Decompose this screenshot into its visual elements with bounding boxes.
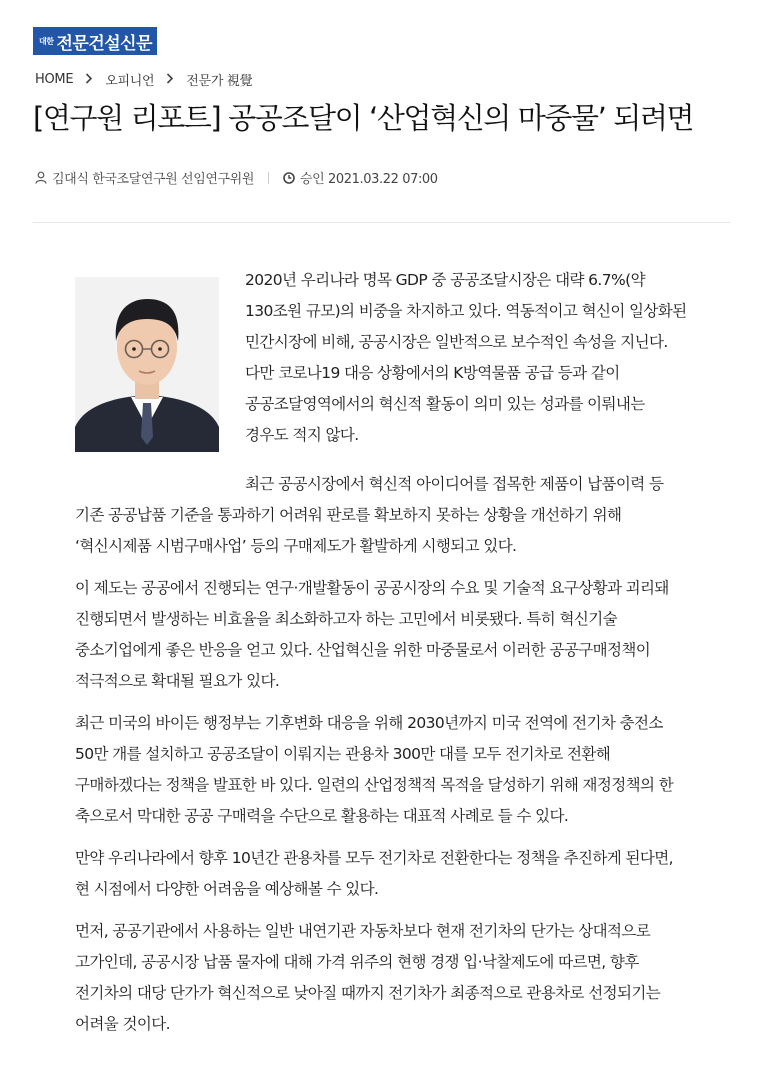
article-paragraph: 2020년 우리나라 명목 GDP 중 공공조달시장은 대략 6.7%(약 130조원 규모)의 비중을 차지하고 있다. 역동적이고 혁신이 일상화된 민간시장에 비해, 공공시장은 일반적으로 보수적인 속성을 지닌다. 다만 코로나19 대응 상황에서의 K방역물품 공급 등과 같이 공공조달영역에서의 혁신적 활동이 의미 있는 성과를 이뤄내는 경우도 적지 않다. bbox=[245, 271, 687, 444]
user-icon bbox=[35, 171, 47, 184]
article-byline bbox=[35, 168, 438, 187]
byline-divider bbox=[268, 172, 269, 184]
article-paragraph: 최근 공공시장에서 혁신적 아이디어를 접목한 제품이 납품이력 등 기존 공공납품 기준을 통과하기 어려워 판로를 확보하지 못하는 상황을 개선하기 위해 ‘혁신시제품 시범구매사업’ 등의 구매제도가 활발하게 시행되고 있다. bbox=[75, 475, 664, 555]
breadcrumb-subsection[interactable]: 전문가 視覺 bbox=[186, 74, 253, 89]
article-body bbox=[75, 265, 688, 1040]
clock-icon bbox=[283, 172, 295, 184]
article-paragraph: 만약 우리나라에서 향후 10년간 관용차를 모두 전기차로 전환한다는 정책을 추진하게 된다면, 현 시점에서 다양한 어려움을 예상해볼 수 있다. bbox=[75, 849, 673, 898]
header-divider bbox=[33, 222, 730, 223]
logo-small-text: 대한 bbox=[39, 36, 54, 46]
approval-date: 승인 2021.03.22 07:00 bbox=[300, 172, 438, 187]
author-name: 김대식 한국조달연구원 선임연구위원 bbox=[52, 172, 254, 187]
article-paragraph: 이 제도는 공공에서 진행되는 연구·개발활동이 공공시장의 수요 및 기술적 요구상황과 괴리돼 진행되면서 발생하는 비효율을 최소화하고자 하는 고민에서 비롯됐다. 특히 혁신기술 중소기업에게 좋은 반응을 얻고 있다. 산업혁신을 위한 마중물로서 이러한 공공구매정책이 적극적으로 확대될 필요가 있다. bbox=[75, 579, 669, 690]
breadcrumb-section[interactable]: 오피니언 bbox=[105, 74, 155, 89]
article-paragraph: 최근 미국의 바이든 행정부는 기후변화 대응을 위해 2030년까지 미국 전역에 전기차 충전소 50만 개를 설치하고 공공조달이 이뤄지는 관용차 300만 대를 모두 전기차로 전환해 구매하겠다는 정책을 발표한 바 있다. 일련의 산업정책적 목적을 달성하기 위해 재정정책의 한 축으로서 막대한 공공 구매력을 수단으로 활용하는 대표적 사례로 들 수 있다. bbox=[75, 714, 674, 825]
breadcrumb-home[interactable]: HOME bbox=[35, 72, 74, 87]
chevron-right-icon bbox=[166, 73, 174, 87]
article-paragraph: 먼저, 공공기관에서 사용하는 일반 내연기관 자동차보다 현재 전기차의 단가는 상대적으로 고가인데, 공공시장 납품 물자에 대해 가격 위주의 현행 경쟁 입·낙찰제도에 따르면, 향후 전기차의 대당 단가가 혁신적으로 낮아질 때까지 전기차가 최종적으로 관용차로 선정되기는 어려울 것이다. bbox=[75, 922, 661, 1033]
logo-text: 전문건설신문 bbox=[56, 33, 153, 54]
breadcrumb bbox=[35, 70, 252, 89]
article-title: [연구원 리포트] 공공조달이 ‘산업혁신의 마중물’ 되려면 bbox=[33, 101, 694, 135]
chevron-right-icon bbox=[85, 73, 93, 87]
site-logo[interactable] bbox=[33, 27, 157, 55]
